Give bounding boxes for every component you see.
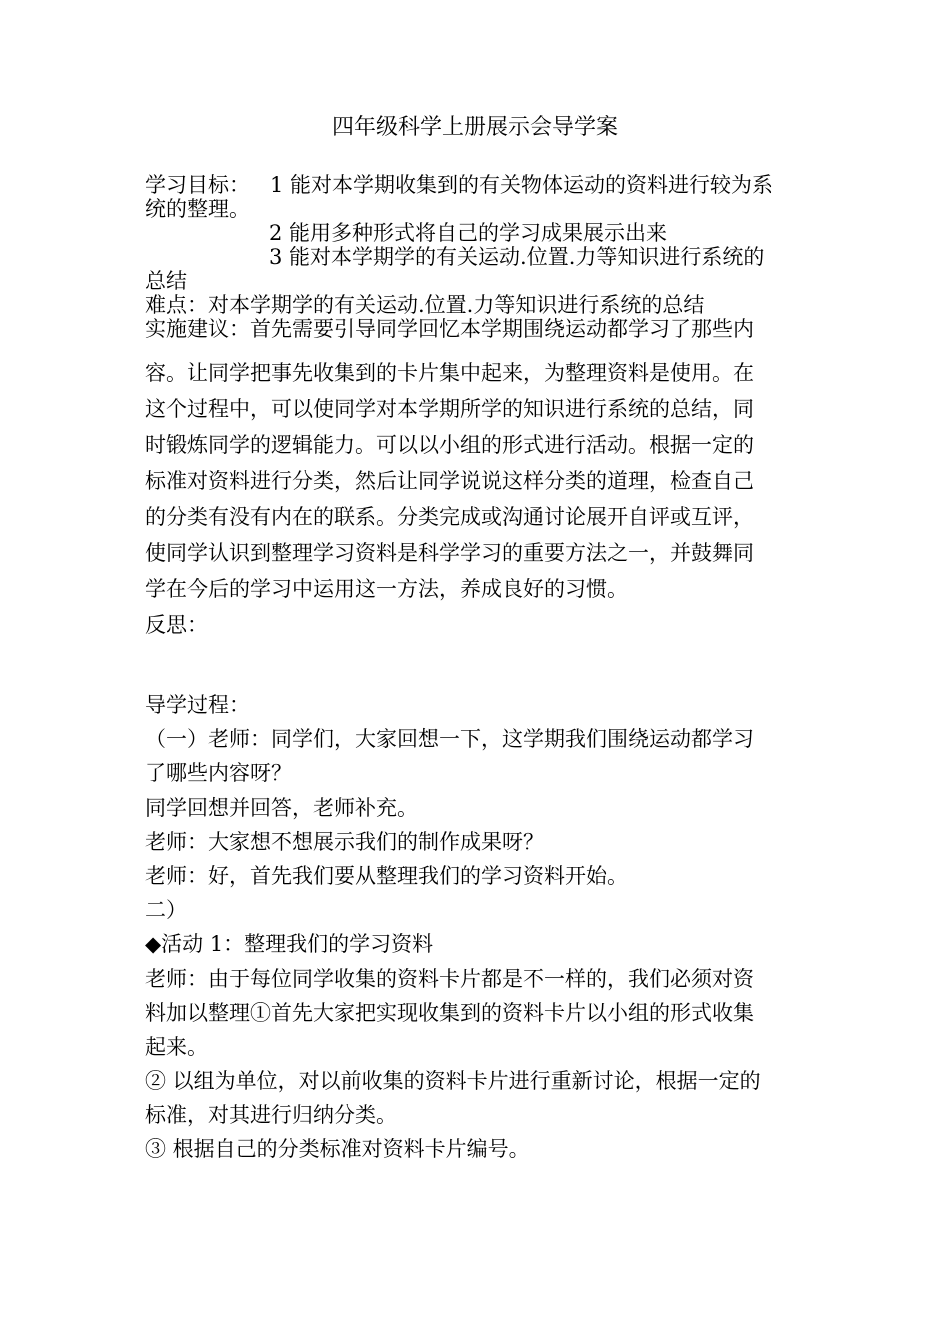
suggestion-paragraph — [145, 355, 805, 643]
learning-objectives — [145, 173, 805, 293]
process-line: （一）老师：同学们，大家回想一下，这学期我们围绕运动都学习 — [145, 727, 754, 752]
process-line: 老师：由于每位同学收集的资料卡片都是不一样的，我们必须对资 — [145, 966, 754, 991]
objective-1: 1 能对本学期收集到的有关物体运动的资料进行较为系 — [270, 173, 774, 197]
reflection-label: 反思： — [145, 613, 208, 637]
process-line: 料加以整理①首先大家把实现收集到的资料卡片以小组的形式收集 — [145, 1000, 754, 1025]
process-line: 老师：好，首先我们要从整理我们的学习资料开始。 — [145, 863, 628, 888]
difficulty-text: 难点：对本学期学的有关运动.位置.力等知识进行系统的总结 — [145, 293, 705, 317]
objective-3-cont: 总结 — [145, 269, 187, 293]
suggestion-line: 实施建议：首先需要引导同学回忆本学期围绕运动都学习了那些内 — [145, 317, 754, 341]
process-line: 起来。 — [145, 1034, 208, 1059]
guided-process — [145, 688, 805, 1167]
objective-line — [145, 173, 805, 197]
process-line: ② 以组为单位，对以前收集的资料卡片进行重新讨论，根据一定的 — [145, 1069, 761, 1094]
suggestion-line: 容。让同学把事先收集到的卡片集中起来，为整理资料是使用。在 — [145, 361, 754, 385]
suggestion-line: 这个过程中，可以使同学对本学期所学的知识进行系统的总结，同 — [145, 397, 754, 421]
suggestion-line: 学在今后的学习中运用这一方法，养成良好的习惯。 — [145, 577, 628, 601]
process-line: 老师：大家想不想展示我们的制作成果呀？ — [145, 829, 544, 854]
suggestion-line: 时锻炼同学的逻辑能力。可以以小组的形式进行活动。根据一定的 — [145, 433, 754, 457]
process-line: 标准，对其进行归纳分类。 — [145, 1103, 397, 1128]
process-line: 同学回想并回答，老师补充。 — [145, 795, 418, 820]
objective-1-cont: 统的整理。 — [145, 197, 250, 221]
suggestion-line: 标准对资料进行分类，然后让同学说说这样分类的道理，检查自己 — [145, 469, 754, 493]
process-line: 了哪些内容呀？ — [145, 761, 292, 786]
document-title: 四年级科学上册展示会导学案 — [331, 115, 618, 140]
difficulty-block — [145, 293, 805, 341]
process-heading: 导学过程： — [145, 693, 250, 717]
objective-3: 3 能对本学期学的有关运动.位置.力等知识进行系统的 — [269, 245, 765, 269]
section-two-heading: 二） — [145, 898, 187, 923]
process-line: ③ 根据自己的分类标准对资料卡片编号。 — [145, 1137, 530, 1162]
objectives-label: 学习目标： — [145, 173, 250, 197]
activity-1-heading: ◆活动 1：整理我们的学习资料 — [145, 932, 434, 957]
suggestion-line: 使同学认识到整理学习资料是科学学习的重要方法之一，并鼓舞同 — [145, 541, 754, 565]
suggestion-line: 的分类有没有内在的联系。分类完成或沟通讨论展开自评或互评， — [145, 505, 754, 529]
objective-2: 2 能用多种形式将自己的学习成果展示出来 — [269, 221, 668, 245]
